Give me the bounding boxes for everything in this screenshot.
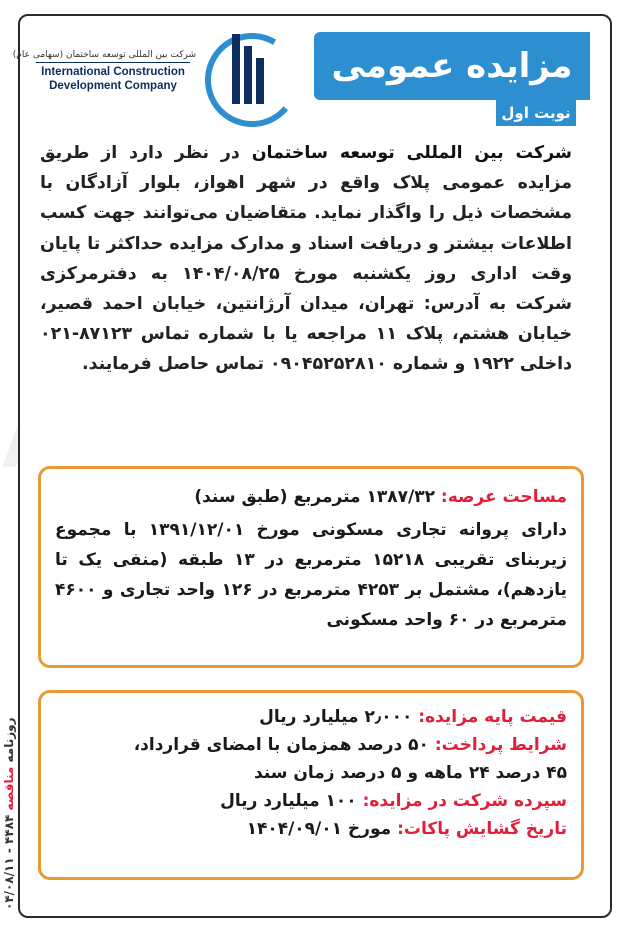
area-row <box>55 483 567 511</box>
area-value: ۱۳۸۷/۳۲ مترمربع (طبق سند) <box>194 487 441 507</box>
base-price-label: قیمت پایه مزایده: <box>418 707 567 727</box>
deposit-label: سپرده شرکت در مزایده: <box>362 791 567 811</box>
auction-terms-box <box>38 690 584 880</box>
round-badge: نوبت اول <box>496 100 576 126</box>
base-price-row <box>55 703 567 731</box>
newspaper-side-note <box>0 560 22 930</box>
intro-company-name: شرکت بین المللی توسعه ساختمان <box>251 143 573 163</box>
newspaper-side-text <box>2 717 16 910</box>
company-logo-icon <box>196 28 300 132</box>
opening-date-row <box>55 815 567 843</box>
area-label: مساحت عرصه: <box>440 487 567 507</box>
property-description: دارای پروانه تجاری مسکونی مورخ ۱۳۹۱/۱۲/۰۱ با مجموع زیربنای تقریبی ۱۵۲۱۸ مترمربع در ۱۳ طبقه (منفی یک تا یازدهم)، مشتمل بر ۴۲۵۳ مترمربع در ۱۲۶ واحد تجاری و ۴۶۰۰ مترمربع در ۶۰ واحد مسکونی <box>55 520 568 630</box>
company-name-en-line2: Development Company <box>49 80 177 92</box>
intro-body: در نظر دارد از طریق مزایده عمومی پلاک واقع در شهر اهواز، بلوار آزادگان با مشخصات ذیل را واگذار نماید. متقاضیان می‌توانند جهت کسب اطلاعات بیشتر و دریافت اسناد و مدارک مزایده حداکثر تا پایان وقت اداری روز یکشنبه مورخ ۱۴۰۴/۰۸/۲۵ به دفترمرکزی شرکت به آدرس: تهران، میدان آرژانتین، خیابان احمد قصیر، خیابان هشتم، پلاک ۱۱ مراجعه یا با شماره تماس ۸۷۱۲۳-۰۲۱ داخلی ۱۹۲۲ و شماره ۰۹۰۴۵۲۵۲۸۱۰ تماس حاصل فرمایند. <box>40 143 573 375</box>
payment-row-2 <box>55 759 567 787</box>
divider <box>36 62 190 63</box>
payment-value: ۵۰ درصد همزمان با امضای قرارداد، <box>133 735 435 755</box>
property-details-box <box>38 466 584 668</box>
base-price-value: ۲٫۰۰۰ میلیارد ریال <box>259 707 419 727</box>
payment-label: شرایط پرداخت: <box>434 735 567 755</box>
newspaper-brand: مناقصه <box>2 766 16 811</box>
deposit-value: ۱۰۰ میلیارد ریال <box>220 791 363 811</box>
notice-title: مزایده عمومی <box>314 32 590 100</box>
side-note-issue: ۴۴۸۴ - ۰۴/۰۸/۱۱ <box>2 810 16 910</box>
opening-date-value: مورخ ۱۴۰۴/۰۹/۰۱ <box>246 819 398 839</box>
company-name-block <box>12 50 196 93</box>
opening-date-label: تاریخ گشایش پاکات: <box>397 819 567 839</box>
company-name-en-line1: International Construction <box>41 66 185 78</box>
payment-value-2: ۴۵ درصد ۲۴ ماهه و ۵ درصد زمان سند <box>253 763 567 783</box>
company-name-fa: شرکت بین المللی توسعه ساختمان (سهامی عام) <box>12 50 196 60</box>
payment-row <box>55 731 567 759</box>
deposit-row <box>55 787 567 815</box>
side-note-prefix: روزنامه <box>2 717 16 767</box>
intro-paragraph <box>40 138 572 380</box>
